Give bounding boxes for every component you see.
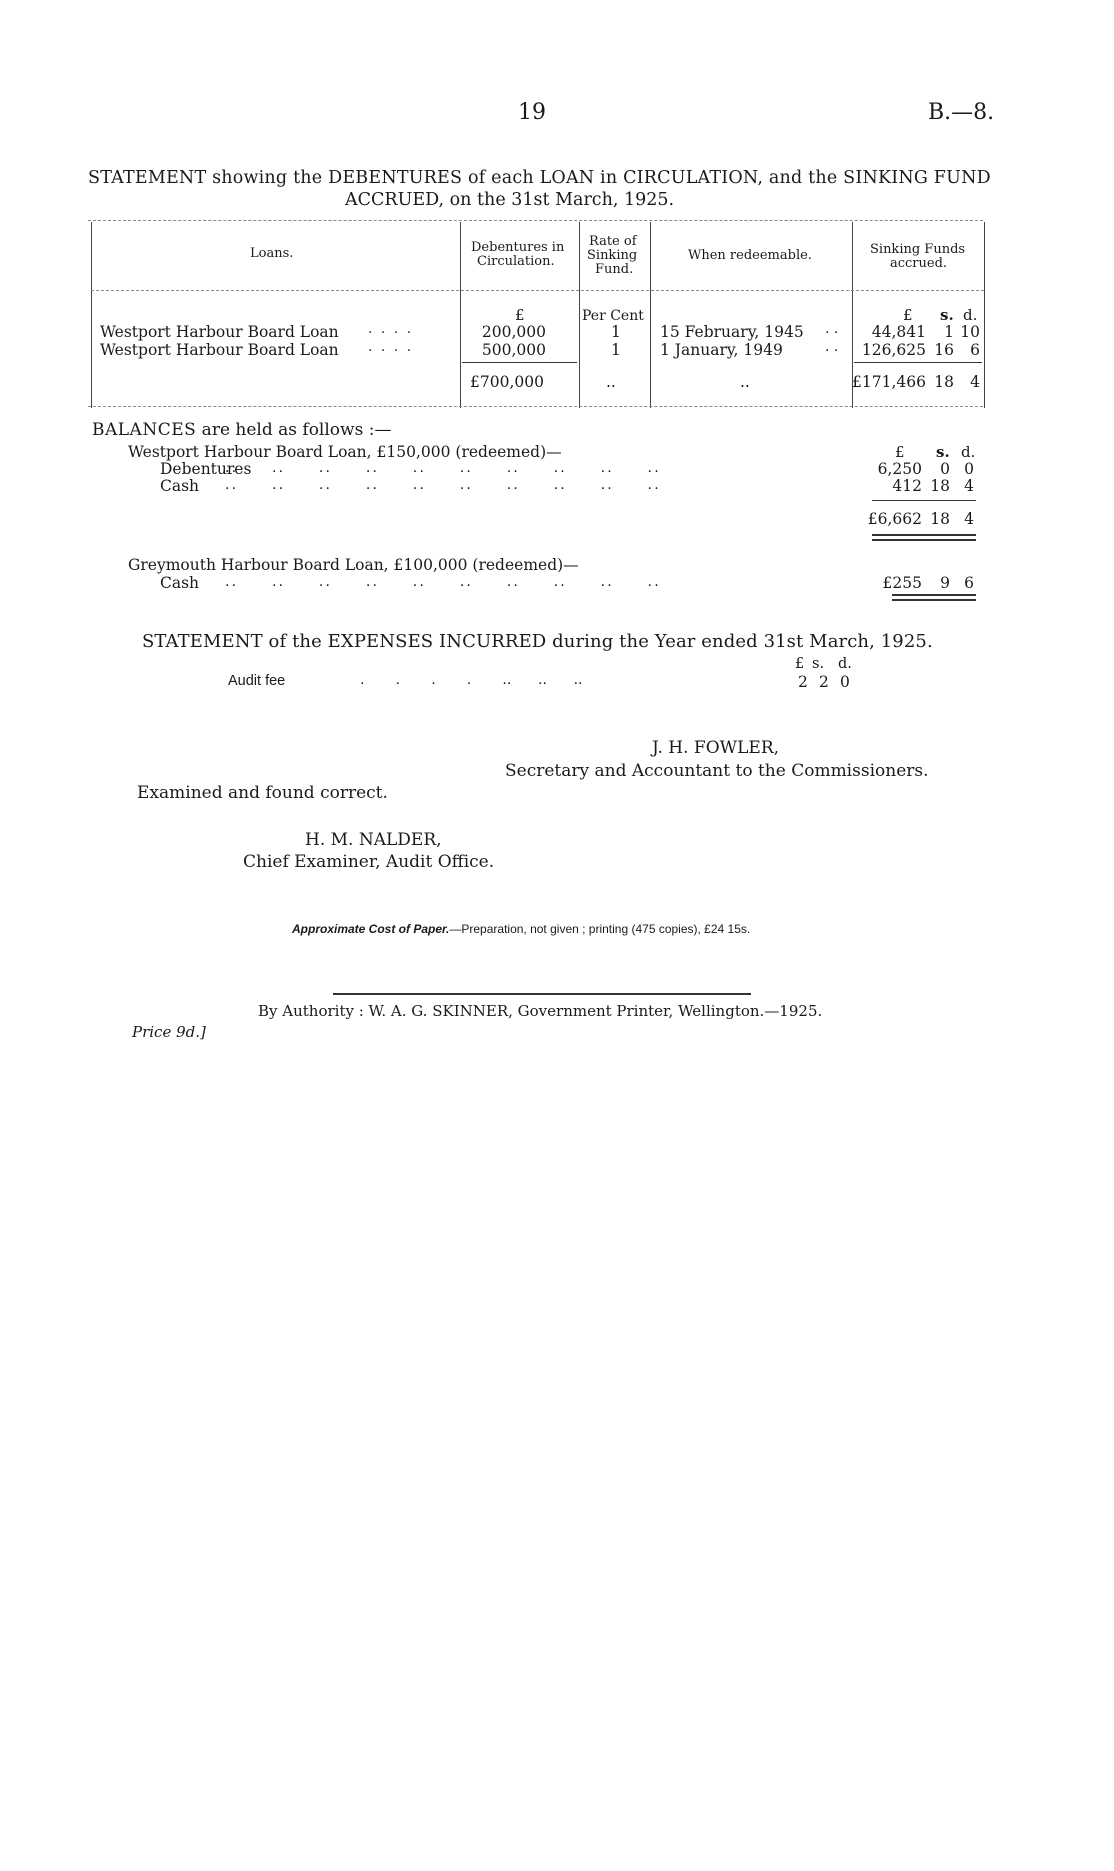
table-divider-debentures <box>460 222 461 408</box>
balances-unit-pounds: £ <box>895 443 905 461</box>
westport-cash-label: Cash <box>160 477 200 495</box>
greymouth-balance-label: Greymouth Harbour Board Loan, £100,000 (redeemed)— <box>128 556 579 574</box>
greymouth-double-rule-2 <box>892 599 976 601</box>
examined-statement: Examined and found correct. <box>137 783 388 803</box>
total-pence: 4 <box>970 373 980 391</box>
audit-fee-leaders: . . . . .. .. .. <box>360 672 583 688</box>
column-header-rate-line1: Rate of <box>589 234 637 249</box>
row1-pounds: 44,841 <box>871 323 926 341</box>
total-redeemable: .. <box>740 373 750 391</box>
column-header-debentures-line1: Debentures in <box>471 240 565 255</box>
column-header-rate-line3: Fund. <box>595 262 634 277</box>
audit-fee-label: Audit fee <box>228 673 286 689</box>
row2-loan: Westport Harbour Board Loan <box>100 341 339 359</box>
balances-unit-shillings: s. <box>936 443 950 461</box>
cost-text: —Preparation, not given ; printing (475 copies), £24 15s. <box>449 922 751 936</box>
unit-rate-percent: Per Cent <box>582 308 644 324</box>
westport-debentures-shillings: 0 <box>940 460 950 478</box>
greymouth-total-pounds: £255 <box>882 574 922 592</box>
westport-cash-shillings: 18 <box>930 477 950 495</box>
westport-debentures-label: Debentures <box>160 460 252 478</box>
balances-heading-suffix: are held as follows :— <box>196 420 392 440</box>
table-divider-redeemable <box>650 222 651 408</box>
row2-redeemable-leaders: . . <box>825 339 839 355</box>
expenses-unit-shillings: s. <box>812 656 825 672</box>
greymouth-cash-label: Cash <box>160 574 200 592</box>
row2-leaders: . . . . <box>368 339 414 355</box>
westport-double-rule-1 <box>872 534 976 536</box>
westport-cash-pence: 4 <box>964 477 974 495</box>
row1-redeemable-leaders: . . <box>825 321 839 337</box>
authority-rule <box>333 993 751 995</box>
audit-fee-shillings: 2 <box>819 673 829 691</box>
greymouth-total-pence: 6 <box>964 574 974 592</box>
totals-rule-sinking <box>854 362 982 363</box>
westport-cash-pounds: 412 <box>892 477 922 495</box>
westport-debentures-pounds: 6,250 <box>877 460 922 478</box>
balances-heading-prefix: BALANCES <box>92 420 197 440</box>
expenses-unit-pence: d. <box>838 656 852 672</box>
row2-debentures: 500,000 <box>481 341 546 359</box>
table-top-rule <box>88 220 983 221</box>
signatory-fowler-title: Secretary and Accountant to the Commissioners. <box>505 761 929 781</box>
statement-debentures-title-line1: STATEMENT showing the DEBENTURES of each LOAN in CIRCULATION, and the SINKING FUND <box>88 168 991 188</box>
cost-label: Approximate Cost of Paper. <box>292 922 450 936</box>
audit-fee-pounds: 2 <box>798 673 808 691</box>
row1-debentures: 200,000 <box>481 323 546 341</box>
greymouth-double-rule-1 <box>892 594 976 596</box>
westport-total-shillings: 18 <box>930 510 950 528</box>
row1-loan: Westport Harbour Board Loan <box>100 323 339 341</box>
total-debentures: £700,000 <box>470 373 544 391</box>
cost-of-paper-note <box>292 922 750 936</box>
westport-cash-leaders: .. .. .. .. .. .. .. .. .. .. <box>225 477 661 493</box>
column-header-loans: Loans. <box>250 246 294 261</box>
unit-debentures-pounds: £ <box>515 306 525 324</box>
page-number: 19 <box>518 100 546 125</box>
signatory-fowler-name <box>652 738 779 758</box>
row1-leaders: . . . . <box>368 321 414 337</box>
table-divider-rate <box>579 222 580 408</box>
column-header-rate-line2: Sinking <box>587 248 638 263</box>
total-pounds: £171,466 <box>852 373 926 391</box>
price-note: Price 9d.] <box>132 1023 206 1041</box>
row2-pounds: 126,625 <box>861 341 926 359</box>
row1-shillings: 1 <box>944 323 954 341</box>
total-rate: .. <box>606 373 616 391</box>
signatory-nalder-title: Chief Examiner, Audit Office. <box>243 852 495 872</box>
table-right-edge <box>984 222 985 408</box>
audit-fee-pence: 0 <box>840 673 850 691</box>
unit-sinking-shillings: s. <box>940 306 954 324</box>
row2-pence: 6 <box>970 341 980 359</box>
unit-sinking-pounds: £ <box>903 306 913 324</box>
westport-total-pence: 4 <box>964 510 974 528</box>
statement-expenses-title: STATEMENT of the EXPENSES INCURRED during the Year ended 31st March, 1925. <box>142 631 933 652</box>
westport-debentures-leaders: .. .. .. .. .. .. .. .. .. .. <box>225 460 661 476</box>
row2-redeemable: 1 January, 1949 <box>660 341 783 359</box>
table-header-rule <box>91 290 984 291</box>
balances-unit-pence: d. <box>961 443 976 461</box>
column-header-redeemable: When redeemable. <box>688 248 812 263</box>
signatory-nalder-name: H. M. NALDER, <box>305 830 442 850</box>
total-shillings: 18 <box>934 373 954 391</box>
greymouth-total-shillings: 9 <box>940 574 950 592</box>
expenses-unit-pounds: £ <box>795 656 805 672</box>
westport-debentures-pence: 0 <box>964 460 974 478</box>
document-reference: B.—8. <box>928 100 995 125</box>
row2-rate: 1 <box>611 341 621 359</box>
column-header-sinking-line2: accrued. <box>890 256 948 271</box>
fowler-name-text: J. H. FOWLER, <box>652 738 780 758</box>
westport-total-pounds: £6,662 <box>867 510 922 528</box>
statement-debentures-title-line2: ACCRUED, on the 31st March, 1925. <box>345 190 675 210</box>
westport-balance-label: Westport Harbour Board Loan, £150,000 (redeemed)— <box>128 443 562 461</box>
column-header-sinking-line1: Sinking Funds <box>870 242 966 257</box>
row1-rate: 1 <box>611 323 621 341</box>
balances-heading <box>92 420 391 440</box>
row2-shillings: 16 <box>934 341 954 359</box>
greymouth-cash-leaders: .. .. .. .. .. .. .. .. .. .. <box>225 574 661 590</box>
government-printer-imprint: By Authority : W. A. G. SKINNER, Government Printer, Wellington.—1925. <box>258 1002 823 1020</box>
column-header-debentures-line2: Circulation. <box>477 254 555 269</box>
table-left-edge <box>91 222 92 408</box>
unit-sinking-pence: d. <box>963 306 978 324</box>
table-bottom-rule <box>88 406 983 407</box>
row1-redeemable: 15 February, 1945 <box>660 323 804 341</box>
westport-subtotal-rule <box>872 500 976 501</box>
totals-rule-debentures <box>462 362 577 363</box>
row1-pence: 10 <box>960 323 980 341</box>
westport-double-rule-2 <box>872 539 976 541</box>
